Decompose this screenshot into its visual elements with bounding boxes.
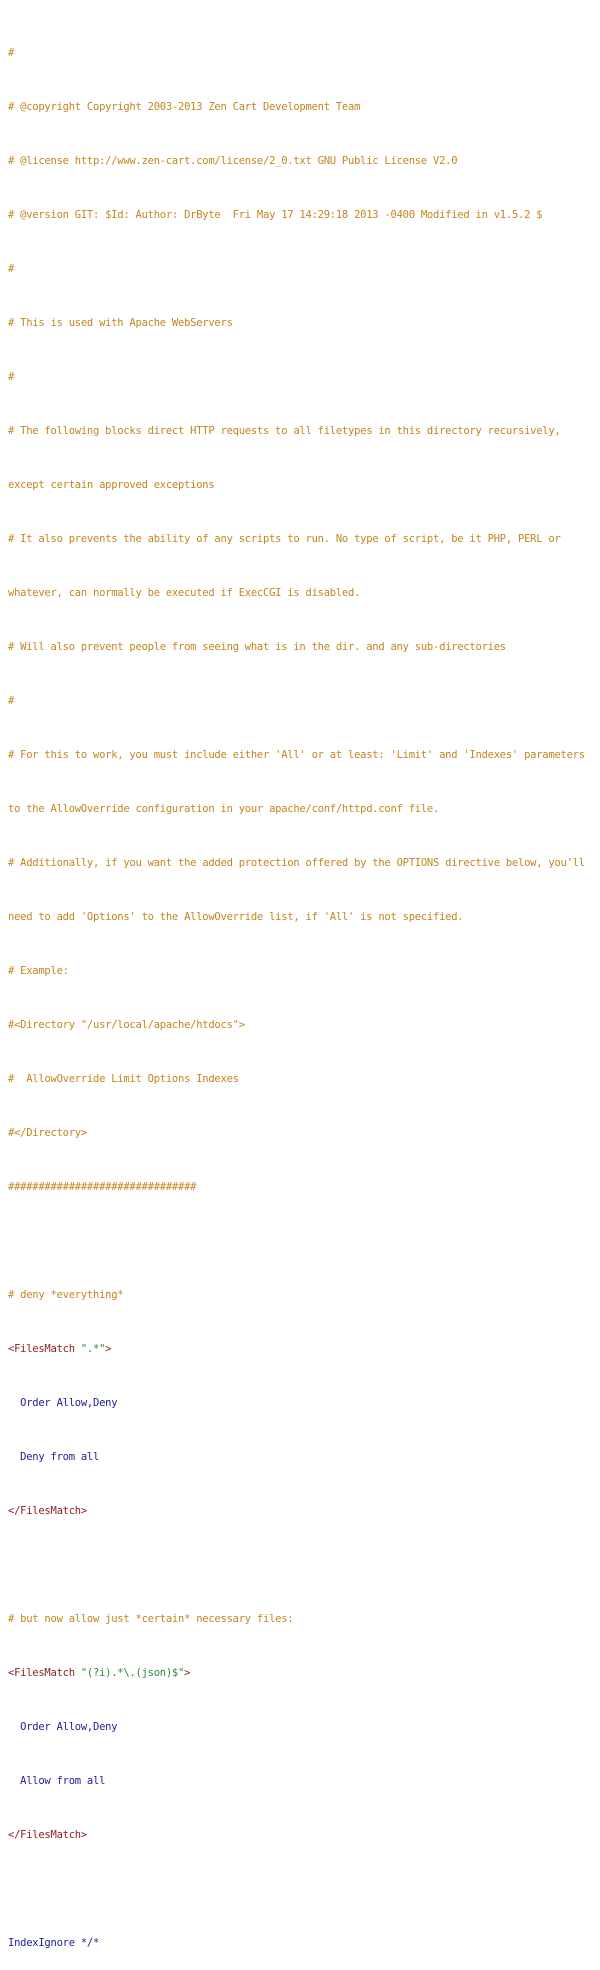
code-line-6: # This is used with Apache WebServers — [8, 317, 233, 329]
code-line-32: Order Allow,Deny — [8, 1721, 118, 1733]
code-line-35 — [8, 1880, 600, 1898]
code-line-7: # — [8, 371, 15, 383]
code-line-25: <FilesMatch ".*"> — [8, 1343, 112, 1355]
code-line-24: # deny *everything* — [8, 1289, 124, 1301]
code-line-36: IndexIgnore */* — [8, 1937, 100, 1949]
code-line-30: # but now allow just *certain* necessary files: — [8, 1613, 294, 1625]
code-line-28: </FilesMatch> — [8, 1505, 87, 1517]
code-line-21: #</Directory> — [8, 1127, 87, 1139]
code-line-14: # For this to work, you must include either 'All' or at least: 'Limit' and 'Indexes' parameters — [8, 749, 585, 761]
code-line-31: <FilesMatch "(?i).*\.(json)$"> — [8, 1667, 191, 1679]
code-line-27: Deny from all — [8, 1451, 100, 1463]
code-line-4: # @version GIT: $Id: Author: DrByte Fri May 17 14:29:18 2013 -0400 Modified in v1.5.2 $ — [8, 209, 543, 221]
code-line-26: Order Allow,Deny — [8, 1397, 118, 1409]
code-line-33: Allow from all — [8, 1775, 106, 1787]
code-line-12: # Will also prevent people from seeing what is in the dir. and any sub-directories — [8, 641, 506, 653]
code-line-3: # @license http://www.zen-cart.com/license/2_0.txt GNU Public License V2.0 — [8, 155, 458, 167]
code-line-18: # Example: — [8, 965, 69, 977]
code-line-10: # It also prevents the ability of any scripts to run. No type of script, be it PHP, PERL or — [8, 533, 561, 545]
code-line-11: whatever, can normally be executed if ExecCGI is disabled. — [8, 587, 361, 599]
code-line-23 — [8, 1232, 600, 1250]
code-line-15: to the AllowOverride configuration in your apache/conf/httpd.conf file. — [8, 803, 440, 815]
code-line-16: # Additionally, if you want the added protection offered by the OPTIONS directive below, you'll — [8, 857, 585, 869]
code-line-2: # @copyright Copyright 2003-2013 Zen Cart Development Team — [8, 101, 361, 113]
code-line-17: need to add 'Options' to the AllowOverride list, if 'All' is not specified. — [8, 911, 464, 923]
code-line-29 — [8, 1556, 600, 1574]
code-line-22: ############################### — [8, 1181, 197, 1193]
code-line-5: # — [8, 263, 15, 275]
code-line-8: # The following blocks direct HTTP requests to all filetypes in this directory recursively, — [8, 425, 561, 437]
code-line-9: except certain approved exceptions — [8, 479, 215, 491]
code-line-13: # — [8, 695, 15, 707]
code-line-1: # — [8, 47, 15, 59]
code-line-34: </FilesMatch> — [8, 1829, 87, 1841]
code-line-19: #<Directory "/usr/local/apache/htdocs"> — [8, 1019, 245, 1031]
code-line-20: # AllowOverride Limit Options Indexes — [8, 1073, 239, 1085]
